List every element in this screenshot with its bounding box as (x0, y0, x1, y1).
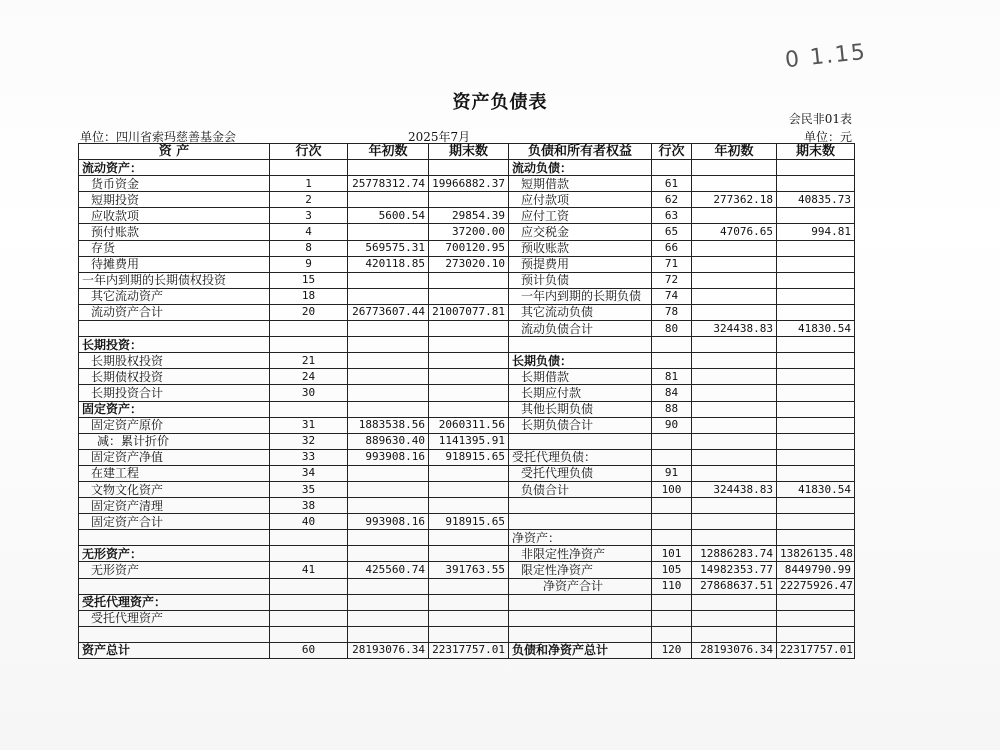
liability-closing-value (777, 208, 855, 224)
liability-opening-value: 47076.65 (692, 224, 777, 240)
liability-item-label: 长期负债： (509, 353, 652, 369)
liability-item-label: 受托代理负债： (509, 449, 652, 465)
asset-item-label: 预付账款 (79, 224, 270, 240)
liability-line-no: 88 (652, 401, 692, 417)
liability-item-label: 负债和净资产总计 (509, 642, 652, 658)
table-row (79, 224, 855, 240)
liability-item-label: 一年内到期的长期负债 (509, 288, 652, 304)
header-closing-right: 期末数 (777, 144, 855, 160)
liability-opening-value (692, 240, 777, 256)
asset-item-label (79, 578, 270, 594)
liability-closing-value: 41830.54 (777, 321, 855, 337)
asset-item-label: 长期投资合计 (79, 385, 270, 401)
asset-line-no: 8 (270, 240, 348, 256)
asset-closing-value (429, 337, 509, 353)
table-row (79, 642, 855, 658)
liability-opening-value (692, 256, 777, 272)
liability-line-no: 71 (652, 256, 692, 272)
liability-closing-value: 40835.73 (777, 192, 855, 208)
asset-closing-value (429, 288, 509, 304)
table-row (79, 465, 855, 481)
liability-closing-value (777, 160, 855, 176)
asset-closing-value (429, 385, 509, 401)
liability-closing-value (777, 176, 855, 192)
asset-closing-value (429, 578, 509, 594)
liability-item-label: 应交税金 (509, 224, 652, 240)
liability-item-label: 预提费用 (509, 256, 652, 272)
liability-opening-value: 14982353.77 (692, 562, 777, 578)
asset-item-label: 短期投资 (79, 192, 270, 208)
liability-opening-value (692, 610, 777, 626)
asset-closing-value (429, 481, 509, 497)
asset-closing-value (429, 192, 509, 208)
asset-closing-value (429, 160, 509, 176)
asset-item-label: 应收款项 (79, 208, 270, 224)
asset-line-no: 15 (270, 272, 348, 288)
liability-opening-value (692, 288, 777, 304)
asset-closing-value: 391763.55 (429, 562, 509, 578)
liability-item-label: 应付工资 (509, 208, 652, 224)
asset-item-label: 文物文化资产 (79, 481, 270, 497)
liability-opening-value (692, 304, 777, 320)
asset-opening-value (348, 369, 429, 385)
asset-item-label: 无形资产 (79, 562, 270, 578)
asset-closing-value: 918915.65 (429, 514, 509, 530)
liability-opening-value (692, 626, 777, 642)
liability-item-label: 长期负债合计 (509, 417, 652, 433)
liability-item-label: 长期应付款 (509, 385, 652, 401)
asset-item-label: 其它流动资产 (79, 288, 270, 304)
reporting-unit: 单位：四川省索玛慈善基金会 (80, 130, 237, 144)
asset-item-label: 流动资产合计 (79, 304, 270, 320)
asset-line-no: 41 (270, 562, 348, 578)
table-row (79, 353, 855, 369)
table-row (79, 546, 855, 562)
liability-opening-value (692, 401, 777, 417)
liability-opening-value (692, 385, 777, 401)
asset-line-no: 30 (270, 385, 348, 401)
asset-line-no: 3 (270, 208, 348, 224)
asset-line-no (270, 401, 348, 417)
liability-line-no: 84 (652, 385, 692, 401)
header-closing: 期末数 (429, 144, 509, 160)
liability-opening-value (692, 594, 777, 610)
asset-closing-value: 29854.39 (429, 208, 509, 224)
liability-line-no: 66 (652, 240, 692, 256)
asset-line-no: 32 (270, 433, 348, 449)
liability-closing-value (777, 256, 855, 272)
asset-item-label: 受托代理资产 (79, 610, 270, 626)
asset-line-no: 21 (270, 353, 348, 369)
asset-opening-value (348, 465, 429, 481)
asset-line-no: 38 (270, 498, 348, 514)
liability-line-no (652, 594, 692, 610)
liability-opening-value (692, 160, 777, 176)
liability-item-label: 预收账款 (509, 240, 652, 256)
liability-item-label (509, 514, 652, 530)
asset-opening-value (348, 288, 429, 304)
liability-opening-value (692, 337, 777, 353)
table-row (79, 626, 855, 642)
asset-opening-value (348, 160, 429, 176)
liability-closing-value (777, 610, 855, 626)
asset-closing-value: 19966882.37 (429, 176, 509, 192)
balance-sheet-table (78, 143, 855, 659)
asset-closing-value (429, 272, 509, 288)
asset-item-label: 固定资产原价 (79, 417, 270, 433)
asset-item-label: 无形资产： (79, 546, 270, 562)
liability-line-no (652, 449, 692, 465)
asset-opening-value (348, 272, 429, 288)
liability-closing-value: 41830.54 (777, 481, 855, 497)
asset-opening-value (348, 353, 429, 369)
asset-opening-value: 993908.16 (348, 449, 429, 465)
asset-line-no: 24 (270, 369, 348, 385)
liability-line-no (652, 530, 692, 546)
table-row (79, 288, 855, 304)
header-opening: 年初数 (348, 144, 429, 160)
header-line-no-right: 行次 (652, 144, 692, 160)
liability-line-no (652, 626, 692, 642)
liability-line-no: 90 (652, 417, 692, 433)
liability-line-no (652, 337, 692, 353)
liability-item-label: 受托代理负债 (509, 465, 652, 481)
liability-closing-value (777, 240, 855, 256)
header-asset: 资 产 (79, 144, 270, 160)
liability-closing-value (777, 449, 855, 465)
liability-item-label: 预计负债 (509, 272, 652, 288)
liability-line-no: 105 (652, 562, 692, 578)
asset-opening-value (348, 594, 429, 610)
liability-closing-value: 22317757.01 (777, 642, 855, 658)
page-title: 资产负债表 (452, 92, 548, 113)
liability-opening-value (692, 465, 777, 481)
asset-opening-value: 425560.74 (348, 562, 429, 578)
asset-item-label: 受托代理资产： (79, 594, 270, 610)
liability-line-no: 110 (652, 578, 692, 594)
table-row (79, 160, 855, 176)
table-row (79, 208, 855, 224)
asset-opening-value (348, 401, 429, 417)
table-row (79, 192, 855, 208)
asset-opening-value: 889630.40 (348, 433, 429, 449)
asset-opening-value (348, 498, 429, 514)
liability-item-label (509, 594, 652, 610)
asset-line-no: 33 (270, 449, 348, 465)
liability-line-no: 120 (652, 642, 692, 658)
asset-line-no (270, 530, 348, 546)
table-row (79, 272, 855, 288)
table-row (79, 514, 855, 530)
asset-line-no (270, 626, 348, 642)
asset-opening-value (348, 192, 429, 208)
asset-opening-value (348, 321, 429, 337)
asset-closing-value: 700120.95 (429, 240, 509, 256)
liability-closing-value (777, 594, 855, 610)
liability-item-label: 流动负债合计 (509, 321, 652, 337)
table-row (79, 578, 855, 594)
liability-closing-value (777, 498, 855, 514)
header-liability-equity: 负债和所有者权益 (509, 144, 652, 160)
liability-item-label: 限定性净资产 (509, 562, 652, 578)
table-row (79, 337, 855, 353)
asset-opening-value (348, 626, 429, 642)
liability-opening-value: 324438.83 (692, 321, 777, 337)
table-row (79, 417, 855, 433)
liability-line-no: 101 (652, 546, 692, 562)
asset-item-label: 长期投资： (79, 337, 270, 353)
asset-opening-value: 1883538.56 (348, 417, 429, 433)
asset-line-no: 1 (270, 176, 348, 192)
asset-closing-value (429, 626, 509, 642)
liability-opening-value: 12886283.74 (692, 546, 777, 562)
liability-item-label: 其它流动负债 (509, 304, 652, 320)
asset-item-label: 货币资金 (79, 176, 270, 192)
table-row (79, 304, 855, 320)
table-row (79, 401, 855, 417)
asset-item-label (79, 626, 270, 642)
table-row (79, 498, 855, 514)
liability-opening-value (692, 498, 777, 514)
asset-opening-value: 993908.16 (348, 514, 429, 530)
table-row (79, 369, 855, 385)
asset-line-no: 31 (270, 417, 348, 433)
asset-line-no: 40 (270, 514, 348, 530)
asset-item-label: 资产总计 (79, 642, 270, 658)
asset-opening-value: 26773607.44 (348, 304, 429, 320)
table-row (79, 256, 855, 272)
liability-closing-value: 994.81 (777, 224, 855, 240)
liability-opening-value (692, 530, 777, 546)
liability-opening-value (692, 433, 777, 449)
liability-line-no: 62 (652, 192, 692, 208)
asset-opening-value (348, 481, 429, 497)
liability-opening-value (692, 449, 777, 465)
asset-item-label: 固定资产净值 (79, 449, 270, 465)
liability-closing-value: 13826135.48 (777, 546, 855, 562)
liability-item-label (509, 610, 652, 626)
liability-line-no: 100 (652, 481, 692, 497)
asset-closing-value (429, 369, 509, 385)
liability-item-label: 流动负债： (509, 160, 652, 176)
liability-closing-value (777, 288, 855, 304)
asset-opening-value: 28193076.34 (348, 642, 429, 658)
asset-opening-value (348, 610, 429, 626)
asset-item-label (79, 530, 270, 546)
asset-line-no (270, 578, 348, 594)
liability-line-no (652, 514, 692, 530)
form-code: 会民非01表 (788, 112, 852, 126)
table-row (79, 449, 855, 465)
liability-line-no: 74 (652, 288, 692, 304)
asset-item-label: 一年内到期的长期债权投资 (79, 272, 270, 288)
table-row (79, 562, 855, 578)
asset-opening-value: 25778312.74 (348, 176, 429, 192)
asset-closing-value (429, 546, 509, 562)
liability-line-no (652, 353, 692, 369)
liability-item-label (509, 433, 652, 449)
asset-line-no: 18 (270, 288, 348, 304)
liability-closing-value (777, 417, 855, 433)
liability-opening-value (692, 176, 777, 192)
table-row (79, 240, 855, 256)
liability-line-no: 80 (652, 321, 692, 337)
asset-closing-value: 37200.00 (429, 224, 509, 240)
asset-item-label: 在建工程 (79, 465, 270, 481)
table-row (79, 385, 855, 401)
liability-closing-value: 8449790.99 (777, 562, 855, 578)
liability-opening-value (692, 353, 777, 369)
liability-closing-value (777, 530, 855, 546)
asset-closing-value (429, 401, 509, 417)
asset-item-label: 固定资产： (79, 401, 270, 417)
liability-opening-value: 277362.18 (692, 192, 777, 208)
asset-item-label: 流动资产： (79, 160, 270, 176)
table-row (79, 610, 855, 626)
asset-opening-value (348, 337, 429, 353)
asset-closing-value (429, 353, 509, 369)
asset-closing-value (429, 465, 509, 481)
liability-line-no: 72 (652, 272, 692, 288)
asset-opening-value (348, 224, 429, 240)
liability-closing-value (777, 626, 855, 642)
table-row (79, 594, 855, 610)
liability-line-no (652, 160, 692, 176)
liability-item-label: 非限定性净资产 (509, 546, 652, 562)
table-row (79, 481, 855, 497)
asset-item-label: 待摊费用 (79, 256, 270, 272)
asset-opening-value (348, 546, 429, 562)
asset-line-no (270, 546, 348, 562)
liability-opening-value: 27868637.51 (692, 578, 777, 594)
liability-closing-value (777, 514, 855, 530)
liability-opening-value (692, 208, 777, 224)
liability-line-no (652, 498, 692, 514)
liability-line-no: 78 (652, 304, 692, 320)
table-row (79, 176, 855, 192)
asset-line-no: 2 (270, 192, 348, 208)
asset-line-no (270, 610, 348, 626)
asset-item-label: 长期债权投资 (79, 369, 270, 385)
asset-line-no (270, 594, 348, 610)
liability-item-label: 净资产合计 (509, 578, 652, 594)
asset-line-no (270, 321, 348, 337)
liability-line-no: 81 (652, 369, 692, 385)
liability-closing-value (777, 385, 855, 401)
asset-item-label: 固定资产合计 (79, 514, 270, 530)
asset-line-no: 4 (270, 224, 348, 240)
liability-opening-value: 28193076.34 (692, 642, 777, 658)
liability-item-label (509, 498, 652, 514)
asset-opening-value: 569575.31 (348, 240, 429, 256)
liability-item-label: 应付款项 (509, 192, 652, 208)
asset-line-no (270, 337, 348, 353)
header-opening-right: 年初数 (692, 144, 777, 160)
liability-line-no: 91 (652, 465, 692, 481)
liability-opening-value: 324438.83 (692, 481, 777, 497)
asset-closing-value: 2060311.56 (429, 417, 509, 433)
asset-closing-value (429, 594, 509, 610)
liability-closing-value (777, 465, 855, 481)
asset-line-no: 60 (270, 642, 348, 658)
currency-unit: 单位：元 (803, 130, 852, 144)
liability-line-no (652, 610, 692, 626)
report-period: 2025年7月 (408, 130, 471, 144)
table-row (79, 433, 855, 449)
liability-opening-value (692, 417, 777, 433)
liability-closing-value: 22275926.47 (777, 578, 855, 594)
liability-opening-value (692, 369, 777, 385)
liability-closing-value (777, 304, 855, 320)
liability-opening-value (692, 514, 777, 530)
liability-line-no: 65 (652, 224, 692, 240)
liability-item-label: 短期借款 (509, 176, 652, 192)
header-line-no: 行次 (270, 144, 348, 160)
liability-item-label: 长期借款 (509, 369, 652, 385)
asset-line-no: 9 (270, 256, 348, 272)
asset-opening-value: 420118.85 (348, 256, 429, 272)
asset-closing-value: 1141395.91 (429, 433, 509, 449)
liability-item-label: 其他长期负债 (509, 401, 652, 417)
asset-item-label: 长期股权投资 (79, 353, 270, 369)
asset-closing-value (429, 321, 509, 337)
asset-line-no: 34 (270, 465, 348, 481)
asset-closing-value (429, 530, 509, 546)
liability-closing-value (777, 369, 855, 385)
asset-line-no (270, 160, 348, 176)
liability-closing-value (777, 353, 855, 369)
asset-item-label: 存货 (79, 240, 270, 256)
table-row (79, 530, 855, 546)
asset-item-label: 固定资产清理 (79, 498, 270, 514)
asset-item-label (79, 321, 270, 337)
liability-item-label: 净资产： (509, 530, 652, 546)
liability-closing-value (777, 272, 855, 288)
liability-item-label (509, 626, 652, 642)
asset-opening-value (348, 385, 429, 401)
table-row (79, 321, 855, 337)
asset-item-label: 减：累计折价 (79, 433, 270, 449)
liability-closing-value (777, 433, 855, 449)
asset-line-no: 20 (270, 304, 348, 320)
liability-opening-value (692, 272, 777, 288)
liability-closing-value (777, 337, 855, 353)
liability-line-no (652, 433, 692, 449)
asset-closing-value: 21007077.81 (429, 304, 509, 320)
liability-item-label: 负债合计 (509, 481, 652, 497)
liability-closing-value (777, 401, 855, 417)
asset-closing-value: 22317757.01 (429, 642, 509, 658)
asset-opening-value: 5600.54 (348, 208, 429, 224)
asset-opening-value (348, 578, 429, 594)
table-header-row (79, 144, 855, 160)
asset-closing-value (429, 498, 509, 514)
liability-item-label (509, 337, 652, 353)
asset-opening-value (348, 530, 429, 546)
asset-closing-value: 273020.10 (429, 256, 509, 272)
handwritten-note: 0 1.15 (783, 39, 869, 74)
liability-line-no: 63 (652, 208, 692, 224)
liability-line-no: 61 (652, 176, 692, 192)
asset-closing-value (429, 610, 509, 626)
asset-closing-value: 918915.65 (429, 449, 509, 465)
asset-line-no: 35 (270, 481, 348, 497)
